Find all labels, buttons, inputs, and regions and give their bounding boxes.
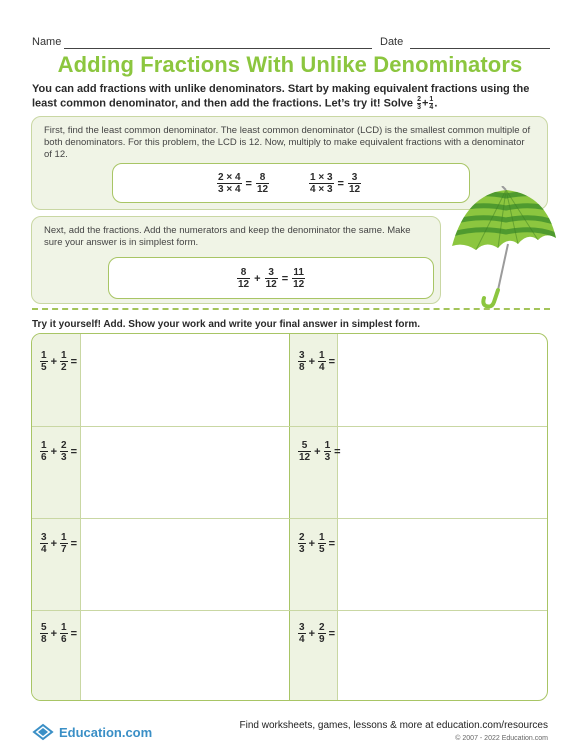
intro-text (32, 82, 552, 111)
step2-equation-box (108, 257, 434, 299)
problem-fraction: $\frac{2}{3}$ (299, 532, 305, 555)
problem-1[interactable] (40, 350, 80, 373)
step2-equals: = (281, 272, 289, 285)
step1-equation-box (112, 163, 470, 203)
footer-copyright: © 2007 - 2022 Education.com (455, 735, 548, 742)
problem-fraction: $\frac{1}{5}$ (41, 350, 47, 373)
problem-8[interactable] (298, 622, 338, 645)
intro-period: . (434, 97, 438, 110)
step1-equation-1 (217, 172, 269, 195)
left-problem-column (32, 334, 81, 700)
date-field-line[interactable] (410, 48, 550, 49)
problem-4[interactable] (298, 440, 344, 463)
footer-tagline[interactable]: Find worksheets, games, lessons & more at education.com/resources (239, 720, 548, 731)
problem-fraction: $\frac{1}{7}$ (61, 532, 67, 555)
problem-2[interactable] (298, 350, 338, 373)
grid-vertical-divider (289, 334, 290, 700)
page-title: Adding Fractions With Unlike Denominators (57, 52, 523, 77)
name-date-header (32, 36, 550, 52)
grid-row-divider (32, 426, 547, 427)
problem-fraction: $\frac{1}{6}$ (61, 622, 67, 645)
grid-row-divider (32, 610, 547, 611)
date-label: Date (380, 36, 404, 48)
intro-sentence: You can add fractions with unlike denominators. Start by making equivalent fractions using the least common denominator, and then add the fractions. Let’s try it! Solve (32, 83, 530, 110)
eq2-left-fraction: $\frac{1 \times 3}{4 \times 3}$ (310, 172, 333, 195)
step2-result: $\frac{11}{12}$ (293, 267, 305, 290)
problem-5[interactable] (40, 532, 80, 555)
problem-6[interactable] (298, 532, 338, 555)
problem-3[interactable] (40, 440, 80, 463)
step1-equation-2 (309, 172, 361, 195)
problem-fraction: $\frac{1}{5}$ (319, 532, 325, 555)
step2-fraction-b: $\frac{3}{12}$ (265, 267, 277, 290)
eq1-left-fraction: $\frac{2 \times 4}{3 \times 4}$ (218, 172, 241, 195)
problem-fraction: $\frac{3}{4}$ (299, 622, 305, 645)
step2-panel (31, 216, 441, 304)
try-it-instructions: Try it yourself! Add. Show your work and write your final answer in simplest form. (32, 319, 421, 330)
intro-fraction-2: $\frac{1}{4}$ (429, 96, 434, 111)
equals-sign: = (70, 355, 77, 368)
problem-fraction: $\frac{5}{12}$ (299, 440, 311, 463)
problem-fraction: $\frac{5}{8}$ (41, 622, 47, 645)
plus-sign: + (50, 355, 57, 368)
eq2-equals: = (337, 177, 344, 190)
education-logo-icon (32, 722, 54, 742)
step2-plus: + (254, 272, 261, 285)
equals-sign: = (328, 627, 335, 640)
problem-fraction: $\frac{3}{4}$ (41, 532, 47, 555)
problem-fraction: $\frac{1}{6}$ (41, 440, 47, 463)
equals-sign: = (334, 445, 341, 458)
intro-plus: + (421, 97, 429, 110)
plus-sign: + (308, 627, 315, 640)
step2-fraction-a: $\frac{8}{12}$ (238, 267, 250, 290)
step2-equation (237, 267, 305, 290)
eq1-equals: = (245, 177, 252, 190)
problem-fraction: $\frac{2}{3}$ (61, 440, 67, 463)
step1-text: First, find the least common denominator. The least common denominator (LCD) is the smallest common multiple of both denominators. For this problem, the LCD is 12. Now, multiply to make equivalent fractions with a denominator of 12. (44, 125, 531, 160)
grid-row-divider (32, 518, 547, 519)
practice-grid (31, 333, 548, 701)
problem-fraction: $\frac{1}{2}$ (61, 350, 67, 373)
plus-sign: + (50, 445, 57, 458)
problem-fraction: $\frac{1}{4}$ (319, 350, 325, 373)
intro-fraction-1: $\frac{2}{3}$ (417, 96, 421, 111)
problem-fraction: $\frac{3}{8}$ (299, 350, 305, 373)
brand-name: Education.com (59, 724, 153, 740)
plus-sign: + (308, 355, 315, 368)
equals-sign: = (328, 537, 335, 550)
step2-text: Next, add the fractions. Add the numerators and keep the denominator the same. Make sure your answer is in simplest form. (44, 225, 411, 248)
plus-sign: + (308, 537, 315, 550)
equals-sign: = (328, 355, 335, 368)
equals-sign: = (70, 627, 77, 640)
equals-sign: = (70, 537, 77, 550)
problem-fraction: $\frac{2}{9}$ (319, 622, 325, 645)
umbrella-illustration (446, 186, 558, 310)
name-label: Name (32, 36, 62, 48)
problem-fraction: $\frac{1}{3}$ (324, 440, 331, 463)
education-logo[interactable] (32, 722, 152, 742)
equals-sign: = (70, 445, 77, 458)
eq2-result-fraction: $\frac{3}{12}$ (348, 172, 361, 195)
section-divider (32, 308, 550, 310)
plus-sign: + (50, 537, 57, 550)
name-field-line[interactable] (64, 48, 372, 49)
problem-7[interactable] (40, 622, 80, 645)
plus-sign: + (50, 627, 57, 640)
right-problem-column (289, 334, 341, 700)
eq1-result-fraction: $\frac{8}{12}$ (256, 172, 269, 195)
plus-sign: + (314, 445, 321, 458)
